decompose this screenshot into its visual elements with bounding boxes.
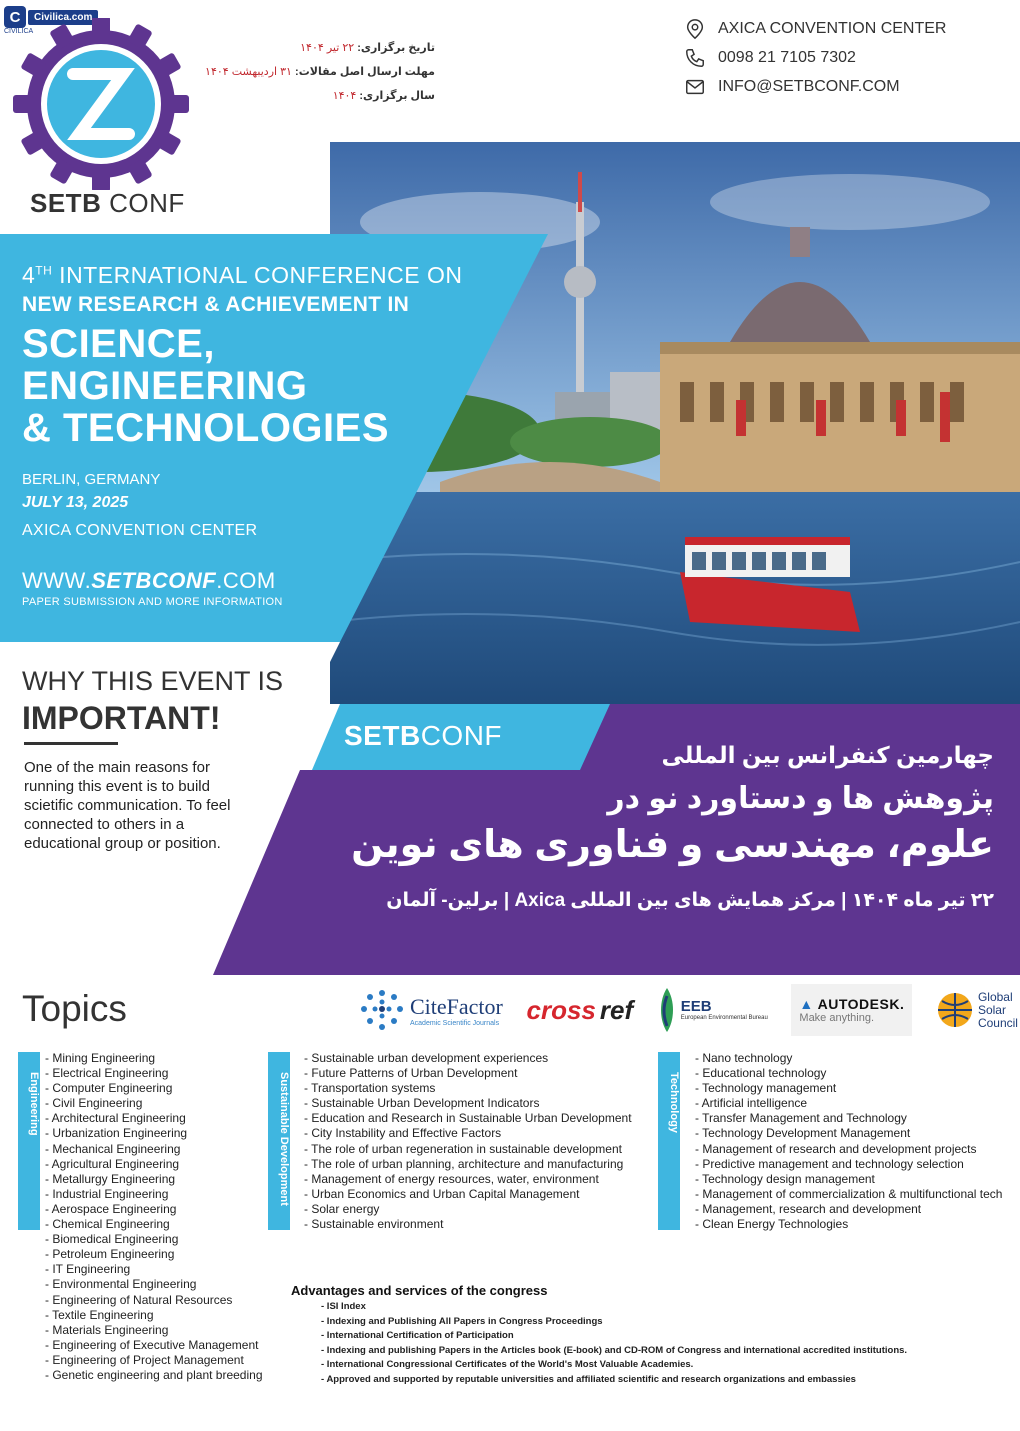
list-item: - International Congressional Certificates of the World's Most Valuable Academies. (321, 1359, 694, 1370)
list-item: - Indexing and Publishing All Papers in Congress Proceedings (321, 1315, 603, 1327)
list-item: - Environmental Engineering (45, 1277, 197, 1292)
autodesk-a-icon: ▲ (799, 996, 814, 1012)
list-item: - IT Engineering (45, 1262, 131, 1277)
date-row: تاریخ برگزاری: ۲۲ تیر ۱۴۰۴ (300, 42, 435, 54)
setb-gear-logo-icon (12, 18, 190, 190)
eeb-leaf-icon (657, 986, 677, 1034)
persian-line-1: چهارمین کنفرانس بین المللی (661, 742, 994, 768)
list-item: - Mechanical Engineering (45, 1141, 181, 1156)
list-item: - Sustainable urban development experiences (304, 1051, 549, 1065)
list-item: - Civil Engineering (45, 1096, 143, 1111)
citefactor-dots-icon (358, 987, 406, 1033)
hero-text (22, 262, 462, 608)
why-heading-line1: WHY THIS EVENT IS (22, 666, 284, 696)
list-item: - Technology management (695, 1081, 837, 1096)
why-divider (24, 742, 118, 745)
advantages-heading: Advantages and services of the congress (291, 1283, 548, 1298)
list-item: - Biomedical Engineering (45, 1232, 179, 1247)
persian-line-2: پژوهش ها و دستاورد نو در (607, 782, 994, 815)
persian-dates (205, 36, 435, 108)
list-item: - Urbanization Engineering (45, 1126, 188, 1141)
list-item: - Urban Economics and Urban Capital Management (304, 1186, 580, 1201)
list-item: - Architectural Engineering (45, 1111, 186, 1126)
setb-conf-logo-text: SETB CONF (30, 188, 185, 218)
technology-topic-list (695, 1051, 1002, 1232)
list-item: - Industrial Engineering (45, 1186, 169, 1201)
list-item: - Chemical Engineering (45, 1217, 170, 1232)
list-item: - Predictive management and technology selection (695, 1156, 964, 1171)
list-item: - Electrical Engineering (45, 1066, 169, 1081)
eeb-logo: EEB European Environmental Bureau (657, 984, 768, 1036)
why-heading-line2: IMPORTANT! (22, 700, 221, 736)
list-item: - Management of energy resources, water, environment (304, 1171, 599, 1186)
advantages-list (291, 1300, 907, 1387)
conference-title: SCIENCE, ENGINEERING & TECHNOLOGIES (22, 322, 390, 450)
crossref-logo: cross ref (526, 994, 634, 1025)
website-note: PAPER SUBMISSION AND MORE INFORMATION (22, 596, 283, 608)
list-item: - Textile Engineering (45, 1307, 154, 1322)
list-item: - Computer Engineering (45, 1081, 173, 1096)
list-item: - Sustainable environment (304, 1217, 444, 1232)
list-item: - Artificial intelligence (695, 1096, 808, 1111)
autodesk-logo: ▲ AUTODESK. Make anything. (791, 984, 912, 1036)
list-item: - Genetic engineering and plant breeding (45, 1367, 263, 1382)
conference-venue: AXICA CONVENTION CENTER (22, 522, 258, 539)
global-solar-council-logo: Global Solar Council (936, 984, 1018, 1036)
persian-line-3: علوم، مهندسی و فناوری های نوین (351, 824, 994, 866)
topics-heading: Topics (22, 988, 127, 1029)
list-item: - Future Patterns of Urban Development (304, 1066, 518, 1081)
list-item: - Solar energy (304, 1201, 380, 1216)
list-item: - Education and Research in Sustainable Urban Development (304, 1111, 632, 1126)
list-item: - Management, research and development (695, 1201, 922, 1216)
list-item: - Management of commercialization & multifunctional tech (695, 1186, 1003, 1201)
list-item: - The role of urban regeneration in sustainable development (304, 1141, 622, 1156)
list-item: - International Certification of Participation (321, 1330, 514, 1341)
website-link[interactable]: WWW.SETBCONF.COM (22, 568, 276, 593)
conference-subtitle: NEW RESEARCH & ACHIEVEMENT IN (22, 293, 410, 316)
contact-phone[interactable]: 0098 21 7105 7302 (684, 43, 946, 72)
list-item: - Technology design management (695, 1171, 875, 1186)
list-item: - Mining Engineering (45, 1051, 156, 1065)
list-item: - City Instability and Effective Factors (304, 1126, 502, 1141)
why-body-text: One of the main reasons for running this event is to build scietific communication. To feel connected to others in a educational group or position. (24, 759, 231, 852)
setb-conf-band-logo: SETBCONF (344, 720, 503, 751)
list-item: - Petroleum Engineering (45, 1247, 175, 1262)
persian-line-4: ۲۲ تیر ماه ۱۴۰۴ | مرکز همایش های بین المللی Axica | برلین- آلمان (386, 890, 994, 911)
list-item: - ISI Index (321, 1301, 366, 1312)
citefactor-logo: CiteFactor Academic Scientific Journals (358, 984, 503, 1036)
contact-email[interactable]: INFO@SETBCONF.COM (684, 72, 946, 101)
list-item: - Materials Engineering (45, 1322, 169, 1337)
list-item: - Approved and supported by reputable universities and affiliated scientific and research organizations and embassies (321, 1373, 856, 1385)
date-row: سال برگزاری: ۱۴۰۴ (332, 90, 435, 102)
list-item: - Technology Development Management (695, 1126, 911, 1141)
sustainable-topic-list (304, 1051, 632, 1232)
list-item: - The role of urban planning, architecture and manufacturing (304, 1156, 624, 1171)
conference-city: BERLIN, GERMANY (22, 471, 161, 488)
list-item: - Aerospace Engineering (45, 1201, 177, 1216)
list-item: - Engineering of Project Management (45, 1352, 244, 1367)
list-item: - Agricultural Engineering (45, 1156, 180, 1171)
civilica-sublabel: CIVILICA (4, 28, 34, 35)
advantages-section (291, 1283, 907, 1387)
list-item: - Transfer Management and Technology (695, 1111, 907, 1126)
list-item: - Management of research and development projects (695, 1141, 977, 1156)
email-icon (684, 76, 706, 98)
list-item: - Transportation systems (304, 1081, 436, 1096)
conference-edition: 4TH INTERNATIONAL CONFERENCE ON (22, 262, 463, 288)
contact-info (684, 14, 946, 101)
location-pin-icon (684, 18, 706, 40)
engineering-column-label: Engineering (18, 1052, 40, 1230)
list-item: - Engineering of Natural Resources (45, 1292, 233, 1307)
date-row: مهلت ارسال اصل مقالات: ۳۱ اردیبهشت ۱۴۰۴ (205, 66, 435, 78)
phone-icon (684, 47, 706, 69)
solar-globe-icon (936, 991, 974, 1029)
sustainable-column-label: Sustainable Development (268, 1052, 290, 1230)
list-item: - Nano technology (695, 1051, 793, 1065)
persian-title (300, 742, 994, 912)
list-item: - Indexing and publishing Papers in the Articles book (E-book) and CD-ROM of Congress and international accredited institutions. (321, 1344, 908, 1356)
conference-date: JULY 13, 2025 (22, 494, 129, 511)
civilica-label: Civilica.com (28, 10, 98, 25)
list-item: - Metallurgy Engineering (45, 1171, 176, 1186)
civilica-icon: C (4, 6, 26, 28)
list-item: - Educational technology (695, 1066, 827, 1081)
list-item: - Sustainable Urban Development Indicators (304, 1096, 540, 1111)
contact-location: AXICA CONVENTION CENTER (684, 14, 946, 43)
list-item: - Engineering of Executive Management (45, 1337, 259, 1352)
engineering-topic-list (45, 1051, 263, 1383)
list-item: - Clean Energy Technologies (695, 1217, 849, 1232)
technology-column-label: Technology (658, 1052, 680, 1230)
partner-logos (358, 982, 1018, 1038)
